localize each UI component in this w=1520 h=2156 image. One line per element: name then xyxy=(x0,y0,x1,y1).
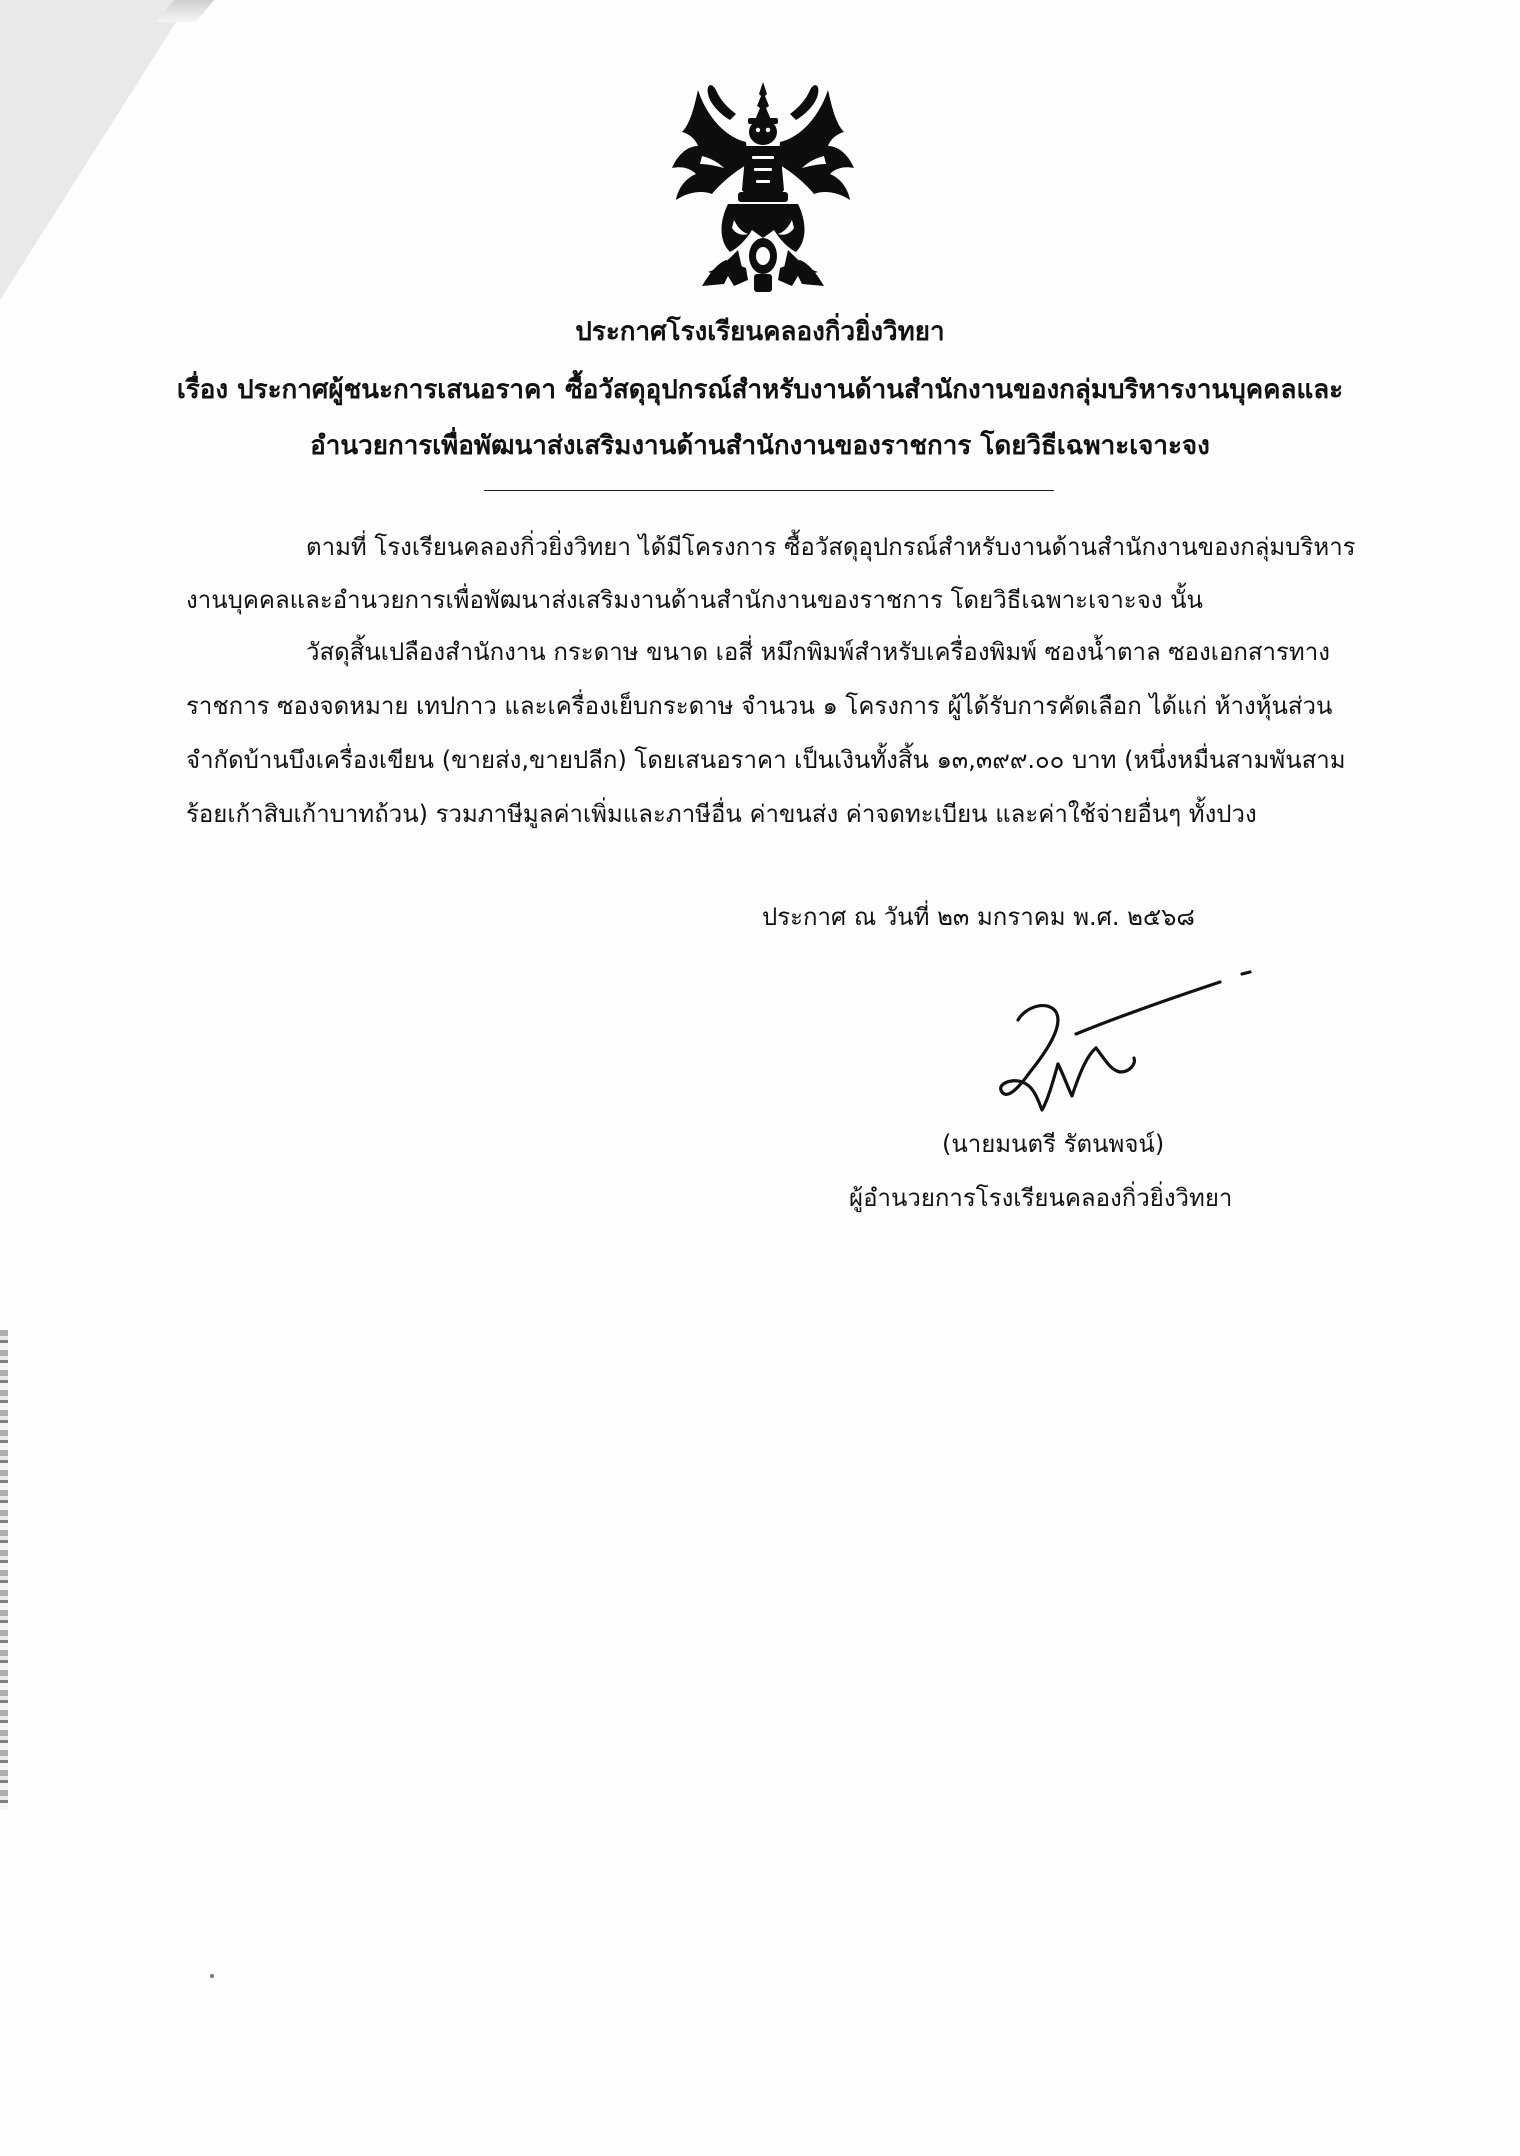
para1-line1: ตามที่ โรงเรียนคลองกิ่วยิ่งวิทยา ได้มีโครงการ ซื้อวัสดุอุปกรณ์สำหรับงานด้านสำนักงานของกลุ่มบริหาร xyxy=(306,533,1356,561)
para2-line3: จำกัดบ้านบึงเครื่องเขียน (ขายส่ง,ขายปลีก) โดยเสนอราคา เป็นเงินทั้งสิ้น ๑๓,๓๙๙.๐๐ บาท (หนึ่งหมื่นสามพันสาม xyxy=(186,746,1346,774)
para2-line2: ราชการ ซองจดหมาย เทปกาว และเครื่องเย็บกระดาษ จำนวน ๑ โครงการ ผู้ได้รับการคัดเลือก ได้แก่ ห้างหุ้นส่วน xyxy=(186,692,1333,720)
announcement-date: ประกาศ ณ วันที่ ๒๓ มกราคม พ.ศ. ๒๕๖๘ xyxy=(762,903,1195,931)
handwritten-signature-icon xyxy=(960,960,1260,1130)
para2-line1: วัสดุสิ้นเปลืองสำนักงาน กระดาษ ขนาด เอสี่ หมึกพิมพ์สำหรับเครื่องพิมพ์ ซองน้ำตาล ซองเอกสารทาง xyxy=(306,638,1330,666)
para2-line4: ร้อยเก้าสิบเก้าบาทถ้วน) รวมภาษีมูลค่าเพิ่มและภาษีอื่น ค่าขนส่ง ค่าจดทะเบียน และค่าใช้จ่ายอื่นๆ ทั้งปวง xyxy=(186,800,1257,828)
para1-line2: งานบุคคลและอำนวยการเพื่อพัฒนาส่งเสริมงานด้านสำนักงานของราชการ โดยวิธีเฉพาะเจาะจง นั้น xyxy=(186,586,1203,614)
garuda-emblem-icon xyxy=(668,80,858,300)
signer-position: ผู้อำนวยการโรงเรียนคลองกิ่วยิ่งวิทยา xyxy=(849,1184,1233,1212)
folded-corner xyxy=(0,0,190,300)
scan-edge-noise xyxy=(0,1330,8,1810)
divider xyxy=(484,490,1054,491)
scan-speck xyxy=(210,1974,214,1978)
signer-name: (นายมนตรี รัตนพจน์) xyxy=(942,1130,1165,1158)
subject-line-1: เรื่อง ประกาศผู้ชนะการเสนอราคา ซื้อวัสดุอุปกรณ์สำหรับงานด้านสำนักงานของกลุ่มบริหารงานบุคคลและ xyxy=(176,375,1344,405)
subject-line-2: อำนวยการเพื่อพัฒนาส่งเสริมงานด้านสำนักงานของราชการ โดยวิธีเฉพาะเจาะจง xyxy=(310,431,1210,461)
announcement-title: ประกาศโรงเรียนคลองกิ่วยิ่งวิทยา xyxy=(575,317,945,347)
